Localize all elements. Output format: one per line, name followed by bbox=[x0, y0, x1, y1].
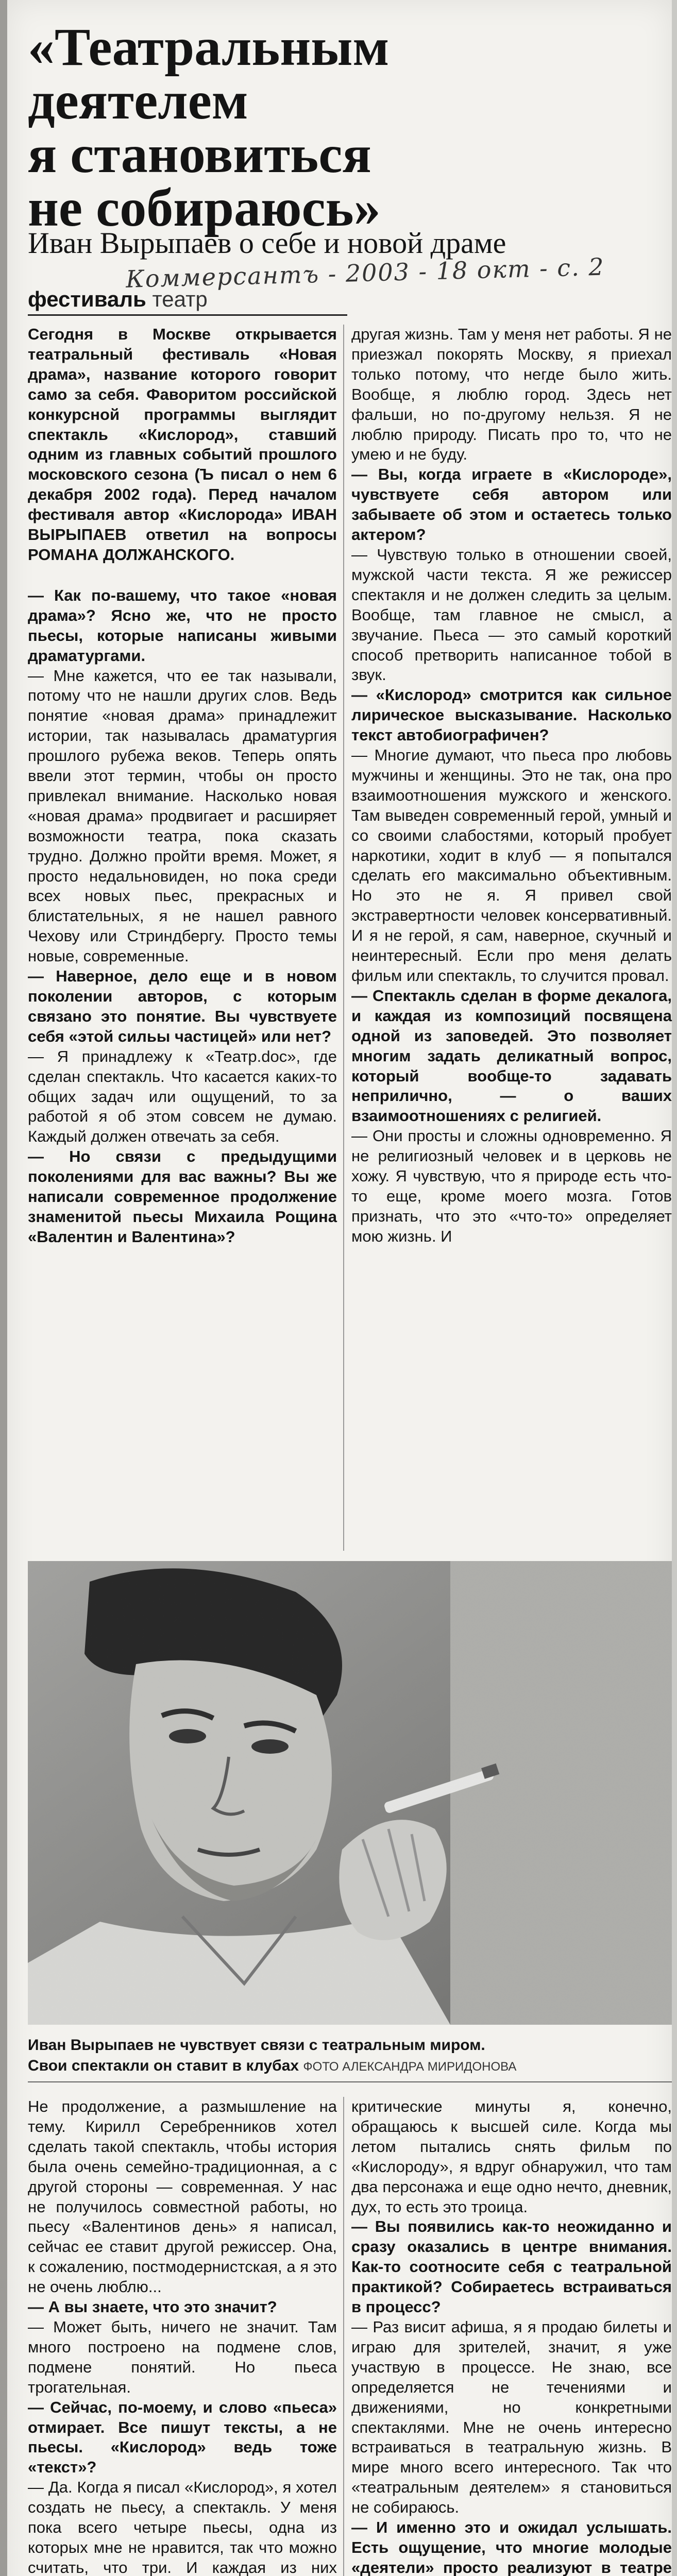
interview-answer: — Они просты и сложны одновременно. Я не религиозный человек и в церковь не хожу. Я чувствую, что я природе есть что-то еще, кроме моего мозга. Готов признать, что это «что-то» определяет мою жизнь. И bbox=[351, 1127, 672, 1245]
interview-question: — И именно это и ожидал услышать. Есть ощущение, что многие молодые «деятели» просто реализуют в театре bbox=[351, 2518, 672, 2576]
interview-answer: — Раз висит афиша, я я продаю билеты и играю для зрителей, значит, я уже участвую в процессе. Не знаю, все определяется не течениями и движениями, но конкретными спектаклями. Мне не очень интересно встраиваться в театральную жизнь. В мире много всего интересного. Так что «театральным деятелем» я становиться не собираюсь. bbox=[351, 2317, 672, 2517]
interview-question: — А вы знаете, что это значит? bbox=[28, 2298, 277, 2316]
interview-question: — Но связи с предыдущими поколениями для вас важны? Вы же написали современное продолжение знаменитой пьесы Михаила Рощина «Валентин и Валентина»? bbox=[28, 1147, 337, 1246]
interview-question: — Наверное, дело еще и в новом поколении авторов, с которым связано это понятие. Вы чувствуете себя «этой сильы частицей» или нет? bbox=[28, 967, 337, 1045]
photo-caption-line-1: Иван Вырыпаев не чувствует связи с театральным миром. bbox=[28, 2037, 485, 2054]
interview-answer: — Мне кажется, что ее так называли, потому что не нашли других слов. Ведь понятие «новая драма» принадлежит истории, так называлась драматургия прошлого рубежа веков. Теперь опять ввели этот термин, чтобы он просто привлекал внимание. Насколько новая «новая драма» продвигает и расширяет возможности театра, пока сказать трудно. Должно пройти время. Может, я просто недальновиден, но пока среди всех новых пьес, прекрасных и блистательных, я не нашел равного Чехову или Стриндбергу. Просто темы новые, современные. bbox=[28, 666, 337, 965]
interview-answer: критические минуты я, конечно, обращаюсь к высшей силе. Когда мы летом пытались снять фильм по «Кислороду», я вдруг обнаружил, что там два персонажа и еще одно нечто, дневник, дух, то есть это троица. bbox=[351, 2097, 672, 2216]
column-2-paragraphs bbox=[351, 325, 672, 1247]
interview-question: — Сейчас, по-моему, и слово «пьеса» отмирает. Все пишут тексты, а не пьесы. «Кислород» ведь тоже «текст»? bbox=[28, 2398, 337, 2477]
interview-question: — Вы появились как-то неожиданно и сразу оказались в центре внимания. Как-то соотносите себя с театральной практикой? Собираетесь встраиваться в процесс? bbox=[351, 2217, 672, 2316]
interview-answer: — Может быть, ничего не значит. Там много построено на подмене слов, подмене понятий. Но пьеса трогательная. bbox=[28, 2317, 337, 2396]
page-edge bbox=[0, 0, 7, 2576]
photo-caption bbox=[28, 2035, 672, 2077]
interview-answer: — Многие думают, что пьеса про любовь мужчины и женщины. Это не так, она про взаимоотношения мужского и женского. Там выведен современный герой, умный и со своими слабостями, который пробует наркотики, ходит в клуб — я попытался сделать его максимально объективным. Но это не я. Я привел свой экстравертности человек консервативный. И я не герой, я сам, наверное, скучный и неинтересный. Если про меня делать фильм или спектакль, то случится провал. bbox=[351, 746, 672, 985]
interview-question: — «Кислород» смотрится как сильное лирическое высказывание. Насколько текст автобиографичен? bbox=[351, 686, 672, 744]
column-4 bbox=[351, 2097, 672, 2576]
interview-answer: Не продолжение, а размышление на тему. Кирилл Серебренников хотел сделать такой спектакль, чтобы история была очень семейно-традиционная, а с другой стороны — современная. У нас не получилось совместной работы, но пьесу «Валентинов день» я написал, сейчас ее ставит другой режиссер. Она, к сожалению, постмодернистская, а я это не очень люблю... bbox=[28, 2097, 337, 2296]
column-4-paragraphs bbox=[351, 2097, 672, 2576]
newspaper-page bbox=[7, 0, 672, 2576]
column-divider bbox=[343, 325, 344, 1551]
column-1 bbox=[28, 325, 337, 1247]
photo-credit: ФОТО АЛЕКСАНДРА МИРИДОНОВА bbox=[303, 2060, 517, 2074]
interview-answer: — Да. Когда я писал «Кислород», я хотел создать не пьесу, а спектакль. У меня пока всего четыре пьесы, одна из которых мне не нравится, так что можно считать, что три. И каждая из них bbox=[28, 2478, 337, 2576]
lead-text: Сегодня в Москве открывается театральный фестиваль «Новая драма», название которого говорит само за себя. Фаворитом российской конкурсной программы выглядит спектакль «Кислород», ставший одним из главных событий прошлого московского сезона (Ъ писал о нем 6 декабря 2002 года). Перед началом фестиваля автор «Кислорода» bbox=[28, 325, 337, 524]
interview-question: — Как по-вашему, что такое «новая драма»? Ясно же, что не просто пьесы, которые написаны живыми драматургами. bbox=[28, 586, 337, 665]
rubric bbox=[28, 286, 208, 312]
photo-caption-line-2 bbox=[28, 2056, 672, 2077]
interview-answer: другая жизнь. Там у меня нет работы. Я не приезжал покорять Москву, я приехал только потому, что негде было жить. Вообще, я люблю город. Здесь нет фальши, но по-другому нельзя. Я не люблю природу. Писать про то, что не умею и не буду. bbox=[351, 325, 672, 464]
lead-text-2: ответил на вопросы bbox=[145, 526, 337, 544]
rubric-section: театр bbox=[152, 287, 208, 311]
headline-line: «Театральным bbox=[28, 18, 390, 77]
column-2 bbox=[351, 325, 672, 1247]
interview-question: — Спектакль сделан в форме декалога, и каждая из композиций посвящена одной из заповедей. Это позволяет многим задать деликатный вопрос, который вообще-то задавать неприлично, — о ваших взаимоотношениях с религией. bbox=[351, 986, 672, 1125]
headline-line: я становиться bbox=[28, 125, 371, 184]
column-1-paragraphs bbox=[28, 586, 337, 1247]
interview-question: — Вы, когда играете в «Кислороде», чувствуете себя автором или забываете об этом и остаетесь только актером? bbox=[351, 465, 672, 544]
headline bbox=[28, 18, 662, 238]
portrait-photo bbox=[28, 1561, 672, 2025]
rubric-keyword: фестиваль bbox=[28, 287, 146, 311]
headline-line: деятелем bbox=[28, 71, 248, 130]
interview-answer: — Я принадлежу к «Театр.doc», где сделан спектакль. Что касается каких-то общих задач или ощущений, то за работой я об этом совсем не думаю. Каждый должен отвечать за себя. bbox=[28, 1047, 337, 1146]
interview-answer: — Чувствую только в отношении своей, мужской части текста. Я же режиссер спектакля и не должен следить за целым. Вообще, там главное не смысл, а звучание. Пьеса — это самый короткий способ претворить написанное тобой в звук. bbox=[351, 545, 672, 684]
handwritten-source-note: Коммерсантъ - 2003 - 18 окт - с. 2 bbox=[125, 252, 605, 293]
column-3 bbox=[28, 2097, 337, 2576]
rubric-underline bbox=[28, 314, 347, 316]
lead-paragraph bbox=[28, 325, 337, 565]
lead-author: ИВАН ВЫРЫПАЕВ bbox=[28, 505, 337, 544]
subheadline: Иван Вырыпаев о себе и новой драме bbox=[28, 226, 506, 260]
caption-rule bbox=[28, 2081, 672, 2082]
column-3-paragraphs bbox=[28, 2097, 337, 2576]
photo-caption-text: Свои спектакли он ставит в клубах bbox=[28, 2057, 299, 2074]
column-divider bbox=[343, 2097, 344, 2576]
headline-line: не собираюсь» bbox=[28, 178, 381, 238]
lead-interviewer: РОМАНА ДОЛЖАНСКОГО. bbox=[28, 545, 235, 564]
portrait-photo-image bbox=[28, 1561, 672, 2025]
